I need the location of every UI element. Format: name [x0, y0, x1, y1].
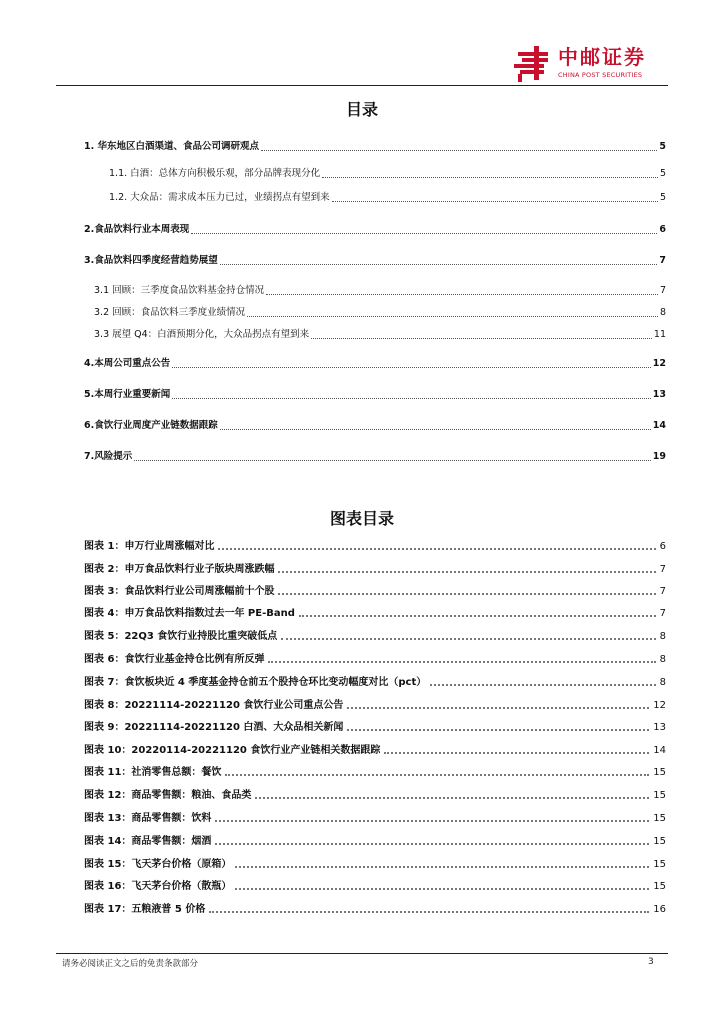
toc-item-title: 4.本周公司重点公告	[84, 358, 171, 369]
toc-item[interactable]	[84, 387, 666, 403]
toc-item-title: 1.1. 白酒：总体方向积极乐观，部分品牌表现分化	[109, 168, 321, 179]
leader-dots	[172, 398, 651, 399]
leader-dots	[235, 866, 649, 868]
figure-item-page: 8	[659, 631, 666, 642]
figure-item-page: 15	[653, 859, 666, 870]
leader-dots	[215, 820, 649, 822]
leader-dots	[220, 264, 658, 265]
toc-item-title: 2.食品饮料行业本周表现	[84, 224, 190, 235]
leader-dots	[278, 571, 655, 573]
figure-item-title: 图表 4：申万食品饮料指数过去一年 PE-Band	[84, 608, 295, 619]
figure-item-page: 7	[659, 586, 666, 597]
leader-dots	[311, 338, 652, 339]
toc-item-page: 11	[653, 329, 666, 340]
figure-item[interactable]	[84, 857, 666, 873]
figure-item-page: 7	[659, 564, 666, 575]
figure-item[interactable]	[84, 698, 666, 714]
leader-dots	[172, 367, 651, 368]
figure-item-title: 图表 12：商品零售额：粮油、食品类	[84, 790, 252, 801]
toc-item-page: 6	[659, 224, 666, 235]
toc-item-title: 3.3 展望 Q4：白酒预期分化，大众品拐点有望到来	[94, 329, 310, 340]
toc-item[interactable]	[94, 283, 666, 299]
toc-item-title: 6.食饮行业周度产业链数据跟踪	[84, 420, 218, 431]
figure-item-page: 6	[659, 541, 666, 552]
toc-item-page: 12	[652, 358, 666, 369]
figure-item[interactable]	[84, 834, 666, 850]
figure-item[interactable]	[84, 584, 666, 600]
toc-item[interactable]	[84, 356, 666, 372]
leader-dots	[347, 729, 649, 731]
toc-item-page: 7	[659, 285, 666, 296]
figure-item-title: 图表 11：社消零售总额：餐饮	[84, 767, 222, 778]
leader-dots	[255, 797, 649, 799]
page-number: 3	[648, 957, 654, 967]
figure-item[interactable]	[84, 743, 666, 759]
figure-item[interactable]	[84, 765, 666, 781]
leader-dots	[235, 888, 649, 890]
toc-item-page: 19	[652, 451, 666, 462]
figure-item-title: 图表 7：食饮板块近 4 季度基金持仓前五个股持仓环比变动幅度对比（pct）	[84, 677, 427, 688]
leader-dots	[215, 843, 649, 845]
leader-dots	[220, 429, 651, 430]
toc-item[interactable]	[84, 222, 666, 238]
figure-item-page: 14	[653, 745, 666, 756]
figure-item-title: 图表 14：商品零售额：烟酒	[84, 836, 212, 847]
figure-item-page: 8	[659, 677, 666, 688]
leader-dots	[281, 638, 655, 640]
toc-item-title: 3.2 回顾：食品饮料三季度业绩情况	[94, 307, 246, 318]
leader-dots	[347, 707, 649, 709]
figure-item-page: 15	[653, 767, 666, 778]
leader-dots	[225, 774, 649, 776]
figure-item-page: 8	[659, 654, 666, 665]
disclaimer-note: 请务必阅读正文之后的免责条款部分	[62, 959, 199, 969]
toc-item[interactable]	[84, 253, 666, 269]
toc-item-title: 7.风险提示	[84, 451, 133, 462]
figure-item-title: 图表 5：22Q3 食饮行业持股比重突破低点	[84, 631, 278, 642]
toc-item-page: 5	[659, 168, 666, 179]
figure-item-page: 12	[653, 700, 666, 711]
toc-item-title: 3.食品饮料四季度经营趋势展望	[84, 255, 218, 266]
figure-item[interactable]	[84, 539, 666, 555]
company-logo	[514, 44, 670, 84]
figure-item-page: 13	[653, 722, 666, 733]
toc-item[interactable]	[84, 139, 666, 155]
figure-item[interactable]	[84, 606, 666, 622]
figure-item[interactable]	[84, 675, 666, 691]
leader-dots	[134, 460, 651, 461]
figure-item[interactable]	[84, 811, 666, 827]
figure-item[interactable]	[84, 902, 666, 918]
toc-title: 目录	[345, 100, 378, 119]
leader-dots	[191, 233, 657, 234]
figure-item[interactable]	[84, 562, 666, 578]
leader-dots	[322, 177, 658, 178]
toc-item[interactable]	[84, 418, 666, 434]
figure-item-title: 图表 8：20221114-20221120 食饮行业公司重点公告	[84, 700, 344, 711]
brand-name-cn: 中邮证券	[558, 45, 646, 69]
figure-item-page: 15	[653, 813, 666, 824]
figure-item-title: 图表 16：飞天茅台价格（散瓶）	[84, 881, 232, 892]
toc-item-page: 13	[652, 389, 666, 400]
toc-item-page: 5	[659, 192, 666, 203]
toc-item-page: 5	[659, 141, 666, 152]
toc-item-title: 5.本周行业重要新闻	[84, 389, 171, 400]
china-post-logo-icon	[514, 44, 554, 82]
figure-item[interactable]	[84, 879, 666, 895]
figure-item-title: 图表 6：食饮行业基金持仓比例有所反弹	[84, 654, 265, 665]
toc-item[interactable]	[109, 166, 666, 182]
toc-item-page: 14	[652, 420, 666, 431]
leader-dots	[299, 615, 656, 617]
toc-item-title: 1.2. 大众品：需求成本压力已过，业绩拐点有望到来	[109, 192, 330, 203]
figure-item[interactable]	[84, 788, 666, 804]
figure-item-title: 图表 17：五粮液普 5 价格	[84, 904, 206, 915]
figure-list-title: 图表目录	[329, 509, 394, 528]
figure-item-page: 15	[653, 881, 666, 892]
leader-dots	[278, 593, 655, 595]
toc-item-title: 3.1 回顾：三季度食品饮料基金持仓情况	[94, 285, 265, 296]
figure-item[interactable]	[84, 720, 666, 736]
toc-item-title: 1. 华东地区白酒渠道、食品公司调研观点	[84, 141, 260, 152]
toc-item[interactable]	[84, 449, 666, 465]
figure-item-title: 图表 9：20221114-20221120 白酒、大众品相关新闻	[84, 722, 344, 733]
leader-dots	[247, 316, 658, 317]
figure-item[interactable]	[84, 629, 666, 645]
leader-dots	[430, 684, 655, 686]
leader-dots	[384, 752, 649, 754]
figure-item-title: 图表 1：申万行业周涨幅对比	[84, 541, 215, 552]
figure-item-page: 16	[653, 904, 666, 915]
leader-dots	[218, 548, 655, 550]
leader-dots	[261, 150, 657, 151]
figure-item-page: 15	[653, 836, 666, 847]
footer-divider	[56, 953, 668, 954]
toc-item-page: 7	[659, 255, 666, 266]
leader-dots	[266, 294, 658, 295]
brand-name-en: CHINA POST SECURITIES	[558, 71, 643, 79]
figure-item[interactable]	[84, 652, 666, 668]
leader-dots	[268, 661, 655, 663]
header-divider	[56, 85, 668, 86]
toc-item[interactable]	[94, 327, 666, 343]
toc-item-page: 8	[659, 307, 666, 318]
figure-item-title: 图表 3：食品饮料行业公司周涨幅前十个股	[84, 586, 275, 597]
figure-item-title: 图表 15：飞天茅台价格（原箱）	[84, 859, 232, 870]
figure-item-title: 图表 13：商品零售额：饮料	[84, 813, 212, 824]
figure-item-title: 图表 2：申万食品饮料行业子版块周涨跌幅	[84, 564, 275, 575]
figure-item-title: 图表 10：20220114-20221120 食饮行业产业链相关数据跟踪	[84, 745, 381, 756]
figure-item-page: 7	[659, 608, 666, 619]
toc-item[interactable]	[94, 305, 666, 321]
leader-dots	[209, 911, 649, 913]
leader-dots	[332, 201, 658, 202]
toc-item[interactable]	[109, 190, 666, 206]
figure-item-page: 15	[653, 790, 666, 801]
